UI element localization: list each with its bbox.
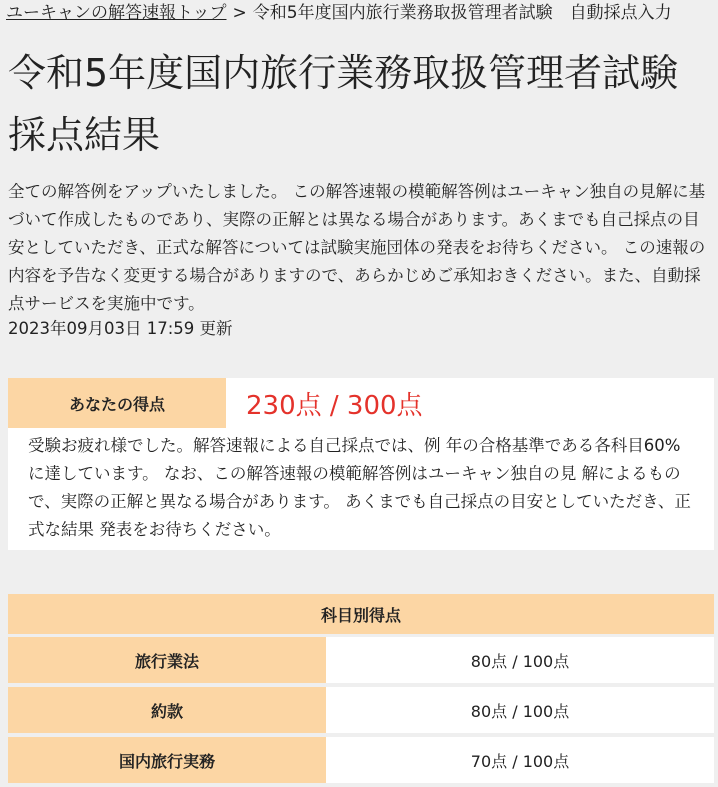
subject-score: 80点 / 100点: [326, 637, 714, 687]
total-score-row: [8, 378, 714, 428]
subject-name: 約款: [8, 687, 326, 737]
subject-name: 旅行業法: [8, 637, 326, 687]
subject-score: 80点 / 100点: [326, 687, 714, 737]
table-row: [8, 637, 714, 687]
page-title: 令和5年度国内旅行業務取扱管理者試験 採点結果: [8, 51, 679, 157]
breadcrumb-current: 令和5年度国内旅行業務取扱管理者試験 自動採点入力: [252, 3, 672, 23]
breadcrumb-separator: >: [232, 3, 247, 23]
subject-score: 70点 / 100点: [326, 737, 714, 787]
table-row: [8, 737, 714, 787]
breadcrumb-home-link[interactable]: ユーキャンの解答速報トップ: [6, 3, 227, 23]
subject-name: 国内旅行実務: [8, 737, 326, 787]
subject-score-table: [8, 594, 714, 787]
updated-timestamp: 2023年09月03日 17:59 更新: [8, 319, 233, 338]
breadcrumb: [6, 2, 718, 24]
total-score-value: 230点 / 300点: [226, 378, 714, 428]
result-comment: 受験お疲れ様でした。解答速報による自己採点では、例 年の合格基準である各科目60%に達しています。 なお、この解答速報の模範解答例はユーキャン独自の見 解によるもので、実際の正解と異なる場合があります。 あくまでも自己採点の目安としていただき、正式な結果 発表をお待ちください。: [8, 428, 714, 550]
total-score-label: あなたの得点: [8, 378, 226, 428]
table-row: [8, 687, 714, 737]
subject-table-header: 科目別得点: [8, 594, 714, 637]
intro-text: 全ての解答例をアップいたしました。 この解答速報の模範解答例はユーキャン独自の見解に基づいて作成したものであり、実際の正解とは異なる場合があります。あくまでも自己採点の目安としていただき、正式な解答については試験実施団体の発表をお待ちください。 この速報の内容を予告なく変更する場合がありますので、あらかじめご承知おきください。また、自動採点サービスを実施中です。: [8, 182, 706, 313]
